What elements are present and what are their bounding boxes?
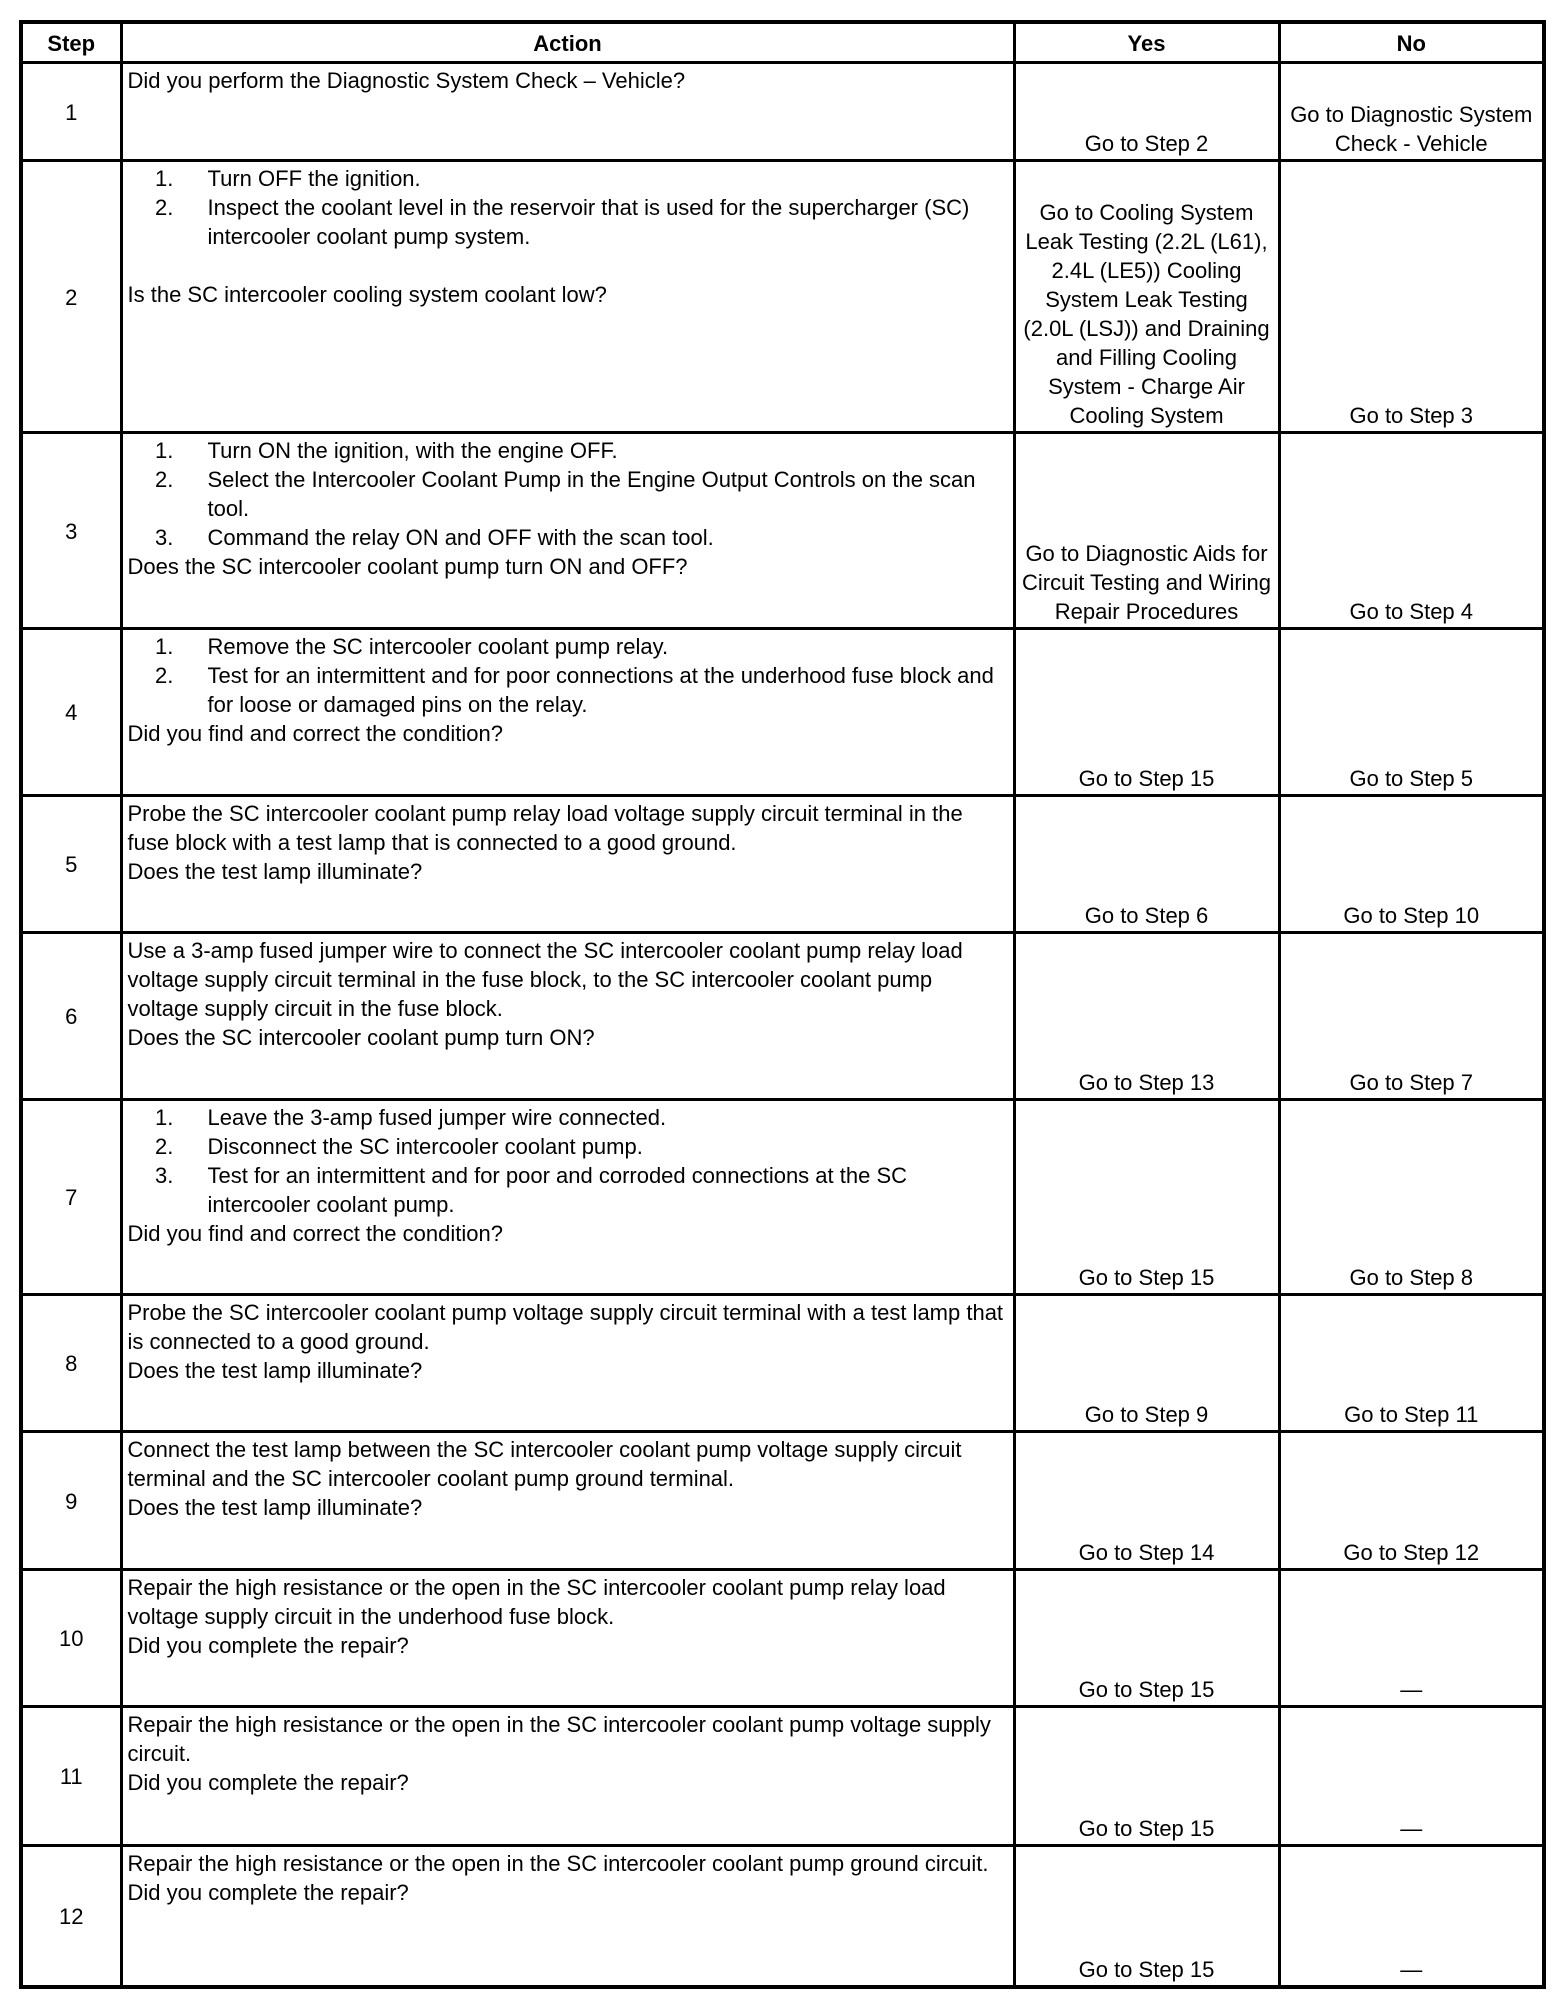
action-question: Is the SC intercooler cooling system coolant low?	[127, 282, 607, 307]
action-text: Probe the SC intercooler coolant pump voltage supply circuit terminal with a test lamp that is connected to a good ground.	[127, 1300, 1004, 1354]
yes-result: Go to Step 6	[1014, 796, 1279, 933]
procedure-step: 2. Test for an intermittent and for poor connections at the underhood fuse block and for loose or damaged pins on the relay.	[180, 661, 1008, 719]
table-row	[21, 629, 1544, 796]
procedure-list	[128, 436, 1008, 552]
table-row	[21, 1295, 1544, 1432]
action-text: Use a 3-amp fused jumper wire to connect the SC intercooler coolant pump relay load voltage supply circuit terminal in the fuse block, to the SC intercooler coolant pump voltage supply circuit in the fuse block.	[127, 938, 963, 1021]
action-question: Did you complete the repair?	[127, 1880, 409, 1905]
action-cell	[121, 63, 1014, 161]
procedure-step: 1. Turn OFF the ignition.	[180, 164, 1008, 193]
yes-result: Go to Step 15	[1014, 629, 1279, 796]
action-cell	[121, 1295, 1014, 1432]
header-row	[21, 22, 1544, 63]
yes-result: Go to Step 15	[1014, 1100, 1279, 1295]
action-cell	[121, 629, 1014, 796]
action-content	[128, 1435, 1008, 1522]
action-text: Repair the high resistance or the open in the SC intercooler coolant pump ground circuit.	[127, 1851, 989, 1876]
table-row	[21, 1432, 1544, 1570]
step-number: 7	[21, 1100, 121, 1295]
table-row	[21, 1846, 1544, 1987]
diagnostic-table	[19, 20, 1546, 1989]
no-result: Go to Step 8	[1279, 1100, 1544, 1295]
yes-result: Go to Cooling System Leak Testing (2.2L (L61), 2.4L (LE5)) Cooling System Leak Testing (2.0L (LSJ)) and Draining and Filling Cooling System - Charge Air Cooling System	[1014, 161, 1279, 433]
yes-result: Go to Diagnostic Aids for Circuit Testing and Wiring Repair Procedures	[1014, 433, 1279, 629]
action-cell	[121, 1432, 1014, 1570]
action-text: Connect the test lamp between the SC intercooler coolant pump voltage supply circuit terminal and the SC intercooler coolant pump ground terminal.	[127, 1437, 962, 1491]
header-no: No	[1279, 22, 1544, 63]
action-content	[128, 936, 1008, 1052]
yes-result: Go to Step 13	[1014, 933, 1279, 1100]
action-question: Did you find and correct the condition?	[127, 1221, 503, 1246]
no-result: Go to Step 10	[1279, 796, 1544, 933]
table-row	[21, 63, 1544, 161]
step-number: 6	[21, 933, 121, 1100]
action-question: Did you find and correct the condition?	[127, 721, 503, 746]
no-result: Go to Step 11	[1279, 1295, 1544, 1432]
action-question: Does the test lamp illuminate?	[127, 859, 423, 884]
action-content	[128, 1710, 1008, 1797]
action-question: Does the SC intercooler coolant pump turn ON?	[127, 1025, 595, 1050]
action-cell	[121, 796, 1014, 933]
step-number: 2	[21, 161, 121, 433]
action-question: Does the test lamp illuminate?	[127, 1358, 423, 1383]
no-result: Go to Diagnostic System Check - Vehicle	[1279, 63, 1544, 161]
yes-result: Go to Step 14	[1014, 1432, 1279, 1570]
action-content	[128, 1849, 1008, 1907]
header-yes: Yes	[1014, 22, 1279, 63]
procedure-step: 3. Command the relay ON and OFF with the scan tool.	[180, 523, 1008, 552]
no-result: —	[1279, 1707, 1544, 1846]
yes-result: Go to Step 15	[1014, 1707, 1279, 1846]
action-text: Probe the SC intercooler coolant pump relay load voltage supply circuit terminal in the fuse block with a test lamp that is connected to a good ground.	[127, 801, 963, 855]
yes-result: Go to Step 15	[1014, 1570, 1279, 1707]
procedure-list	[128, 164, 1008, 251]
yes-result: Go to Step 15	[1014, 1846, 1279, 1987]
yes-result: Go to Step 9	[1014, 1295, 1279, 1432]
action-question: Does the test lamp illuminate?	[127, 1495, 423, 1520]
action-cell	[121, 933, 1014, 1100]
procedure-step: 1. Remove the SC intercooler coolant pump relay.	[180, 632, 1008, 661]
step-number: 4	[21, 629, 121, 796]
no-result: —	[1279, 1570, 1544, 1707]
step-number: 11	[21, 1707, 121, 1846]
action-question: Did you complete the repair?	[127, 1770, 409, 1795]
no-result: Go to Step 7	[1279, 933, 1544, 1100]
action-text: Repair the high resistance or the open in the SC intercooler coolant pump voltage supply circuit.	[127, 1712, 991, 1766]
table-row	[21, 796, 1544, 933]
action-question: Did you complete the repair?	[127, 1633, 409, 1658]
table-row	[21, 161, 1544, 433]
header-action: Action	[121, 22, 1014, 63]
header-step: Step	[21, 22, 121, 63]
action-content	[128, 1103, 1008, 1248]
action-cell	[121, 1846, 1014, 1987]
table-row	[21, 1570, 1544, 1707]
procedure-step: 1. Turn ON the ignition, with the engine OFF.	[180, 436, 1008, 465]
action-content	[128, 1573, 1008, 1660]
procedure-step: 1. Leave the 3-amp fused jumper wire connected.	[180, 1103, 1008, 1132]
action-cell	[121, 161, 1014, 433]
action-content	[128, 799, 1008, 886]
procedure-step: 2. Inspect the coolant level in the reservoir that is used for the supercharger (SC) intercooler coolant pump system.	[180, 193, 1008, 251]
procedure-step: 2. Disconnect the SC intercooler coolant pump.	[180, 1132, 1008, 1161]
action-content	[128, 632, 1008, 748]
action-question: Does the SC intercooler coolant pump turn ON and OFF?	[127, 554, 688, 579]
yes-result: Go to Step 2	[1014, 63, 1279, 161]
no-result: Go to Step 5	[1279, 629, 1544, 796]
action-content	[128, 164, 1008, 309]
action-cell	[121, 1570, 1014, 1707]
action-text: Repair the high resistance or the open in the SC intercooler coolant pump relay load voltage supply circuit in the underhood fuse block.	[127, 1575, 946, 1629]
step-number: 1	[21, 63, 121, 161]
action-cell	[121, 1707, 1014, 1846]
action-question: Did you perform the Diagnostic System Check – Vehicle?	[127, 68, 686, 93]
action-cell	[121, 1100, 1014, 1295]
step-number: 10	[21, 1570, 121, 1707]
action-content	[128, 1298, 1008, 1385]
table-row	[21, 933, 1544, 1100]
table-row	[21, 433, 1544, 629]
no-result: —	[1279, 1846, 1544, 1987]
step-number: 9	[21, 1432, 121, 1570]
table-row	[21, 1100, 1544, 1295]
table-row	[21, 1707, 1544, 1846]
procedure-list	[128, 632, 1008, 719]
no-result: Go to Step 4	[1279, 433, 1544, 629]
procedure-step: 2. Select the Intercooler Coolant Pump in the Engine Output Controls on the scan tool.	[180, 465, 1008, 523]
step-number: 3	[21, 433, 121, 629]
procedure-list	[128, 1103, 1008, 1219]
procedure-step: 3. Test for an intermittent and for poor and corroded connections at the SC intercooler coolant pump.	[180, 1161, 1008, 1219]
step-number: 8	[21, 1295, 121, 1432]
no-result: Go to Step 12	[1279, 1432, 1544, 1570]
step-number: 5	[21, 796, 121, 933]
step-number: 12	[21, 1846, 121, 1987]
action-content	[128, 436, 1008, 581]
action-content	[128, 66, 1008, 95]
action-cell	[121, 433, 1014, 629]
no-result: Go to Step 3	[1279, 161, 1544, 433]
